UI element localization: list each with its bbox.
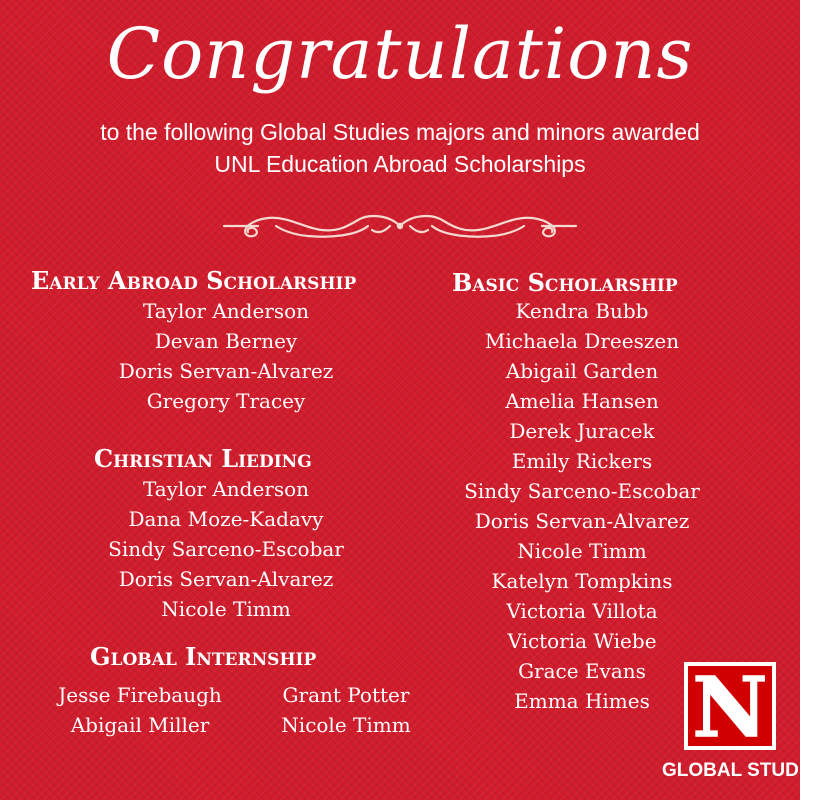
list-item: Michaela Dreeszen <box>484 329 680 353</box>
list-item: Victoria Villota <box>506 599 658 623</box>
subtitle-line-1: to the following Global Studies majors and minors awarded <box>100 119 700 145</box>
list-item: Abigail Garden <box>505 359 659 383</box>
list-item: Abigail Miller <box>70 713 210 737</box>
list-item: Jesse Firebaugh <box>58 683 222 707</box>
basic-scholarship-heading: Basic Scholarship <box>452 268 678 297</box>
list-item: Derek Juracek <box>509 419 655 443</box>
global-internship-heading: Global Internship <box>90 642 317 671</box>
list-item: Doris Servan-Alvarez <box>118 359 334 383</box>
list-item: Grace Evans <box>518 659 646 683</box>
nebraska-n-logo-icon <box>684 660 776 756</box>
basic-scholarship-list <box>422 296 742 716</box>
early-abroad-heading: Early Abroad Scholarship <box>31 266 357 295</box>
page-title: Congratulations <box>106 13 694 95</box>
list-item: Nicole Timm <box>517 539 647 563</box>
list-item: Nicole Timm <box>281 713 411 737</box>
christian-lieding-heading: Christian Lieding <box>94 444 312 473</box>
list-item: Doris Servan-Alvarez <box>474 509 690 533</box>
christian-lieding-list <box>66 474 386 624</box>
list-item: Amelia Hansen <box>505 389 659 413</box>
list-item: Sindy Sarceno-Escobar <box>464 479 700 503</box>
list-item: Sindy Sarceno-Escobar <box>108 537 344 561</box>
early-abroad-list <box>66 296 386 416</box>
list-item: Gregory Tracey <box>146 389 306 413</box>
global-internship-list-left <box>40 680 240 740</box>
global-internship-list-right <box>258 680 434 740</box>
list-item: Kendra Bubb <box>515 299 649 323</box>
list-item: Devan Berney <box>154 329 298 353</box>
list-item: Emma Himes <box>514 689 650 713</box>
flourish-divider-icon <box>218 206 582 246</box>
list-item: Taylor Anderson <box>142 299 310 323</box>
list-item: Emily Rickers <box>511 449 653 473</box>
list-item: Nicole Timm <box>161 597 291 621</box>
subtitle <box>0 116 800 180</box>
subtitle-line-2: UNL Education Abroad Scholarships <box>214 151 586 177</box>
global-studies-label: GLOBAL STUDIES <box>662 760 830 781</box>
list-item: Grant Potter <box>282 683 410 707</box>
logo-letter: N <box>692 660 768 756</box>
list-item: Victoria Wiebe <box>507 629 657 653</box>
list-item: Dana Moze-Kadavy <box>128 507 324 531</box>
list-item: Katelyn Tompkins <box>491 569 673 593</box>
list-item: Taylor Anderson <box>142 477 310 501</box>
list-item: Doris Servan-Alvarez <box>118 567 334 591</box>
